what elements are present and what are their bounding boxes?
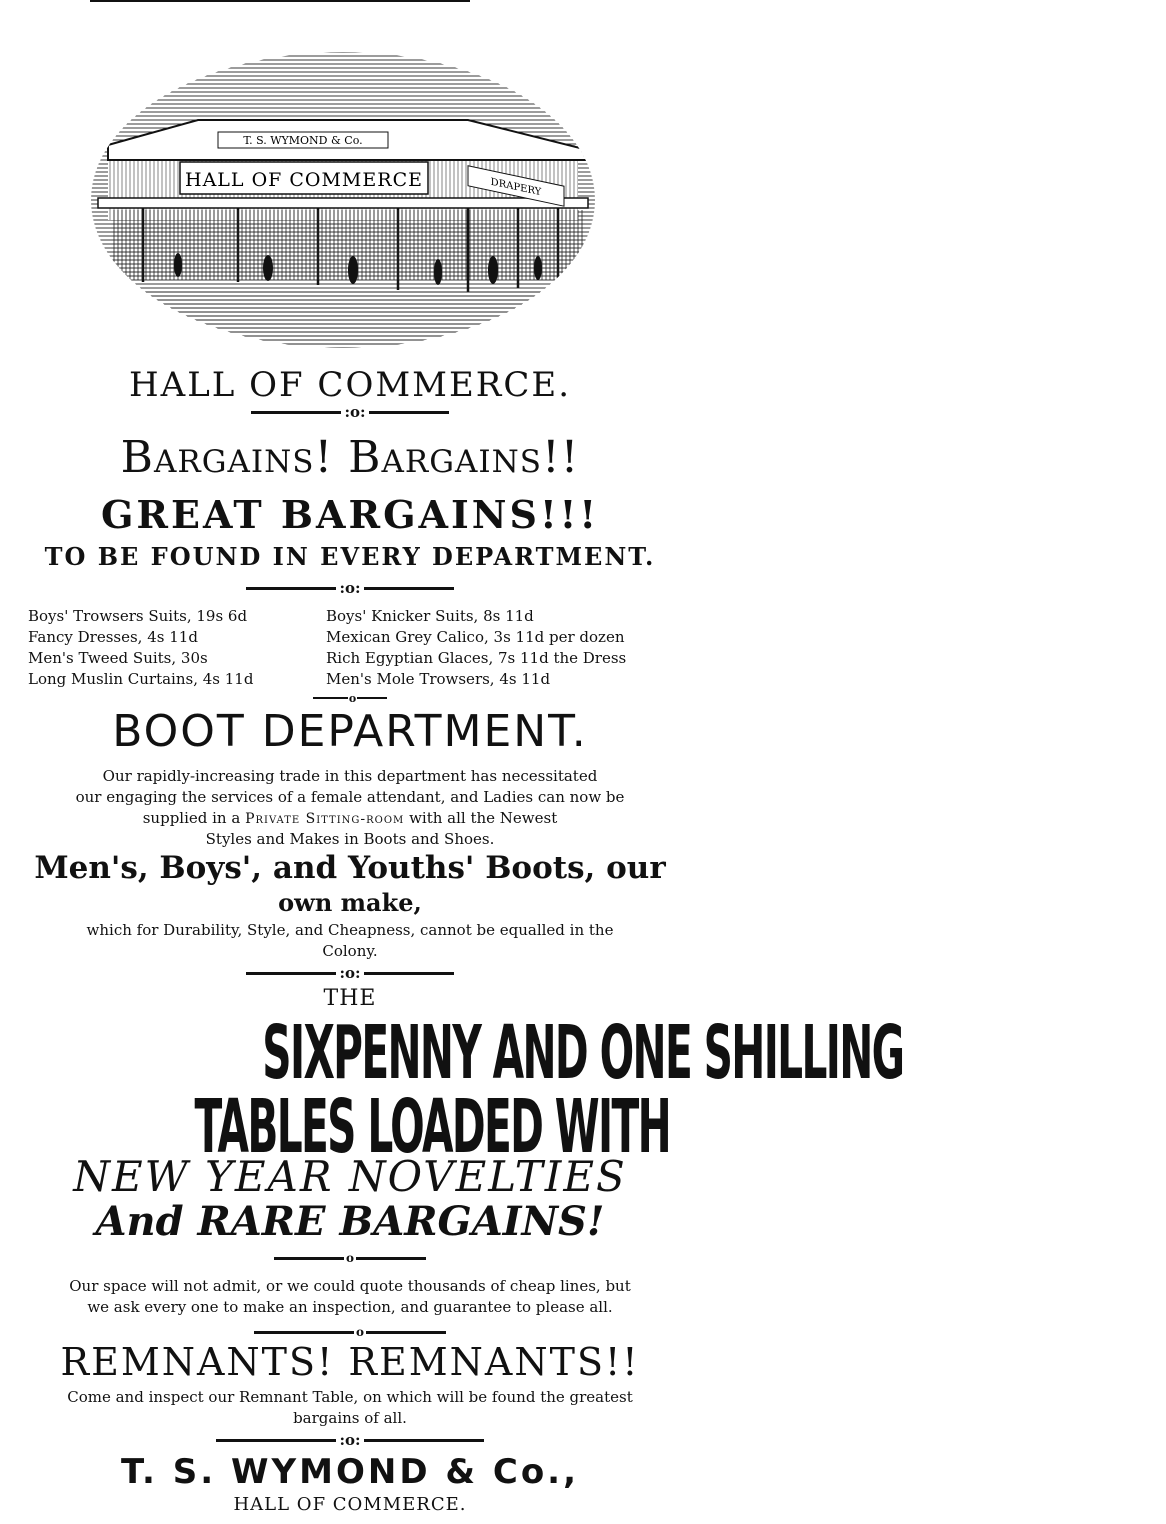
top-rule — [90, 0, 470, 2]
mens-boots-line-2: own make, — [278, 888, 422, 917]
space-line: Our space will not admit, or we could quote thousands of cheap lines, but — [69, 1277, 631, 1295]
firm-name: T. S. WYMOND & Co., — [120, 1452, 580, 1492]
separator-5: o — [0, 1248, 700, 1266]
sign-main-text: HALL OF COMMERCE — [185, 169, 423, 191]
price-item: Boys' Knicker Suits, 8s 11d — [326, 607, 534, 625]
store-engraving — [88, 50, 598, 350]
separator-2: :o: — [0, 578, 700, 597]
separator-6: o — [0, 1322, 700, 1340]
sixpenny-line: SIXPENNY AND ONE SHILLING — [262, 1010, 904, 1096]
price-item: Fancy Dresses, 4s 11d — [28, 628, 198, 646]
separator-1: :o: — [0, 402, 700, 421]
remnants-line: Come and inspect our Remnant Table, on which will be found the greatest — [67, 1388, 633, 1406]
bargains-line-1: Bargains! Bargains!! — [120, 432, 580, 483]
space-line: we ask every one to make an inspection, and guarantee to please all. — [87, 1298, 613, 1316]
footer-hall: HALL OF COMMERCE. — [233, 1494, 467, 1515]
tables-loaded-line: TABLES LOADED WITH — [194, 1084, 671, 1170]
price-item: Men's Mole Trowsers, 4s 11d — [326, 670, 551, 688]
durability-line: which for Durability, Style, and Cheapness, cannot be equalled in the — [86, 921, 614, 939]
boot-paragraph-line: our engaging the services of a female attendant, and Ladies can now be — [75, 788, 625, 806]
remnants-line: bargains of all. — [293, 1409, 407, 1427]
price-item: Boys' Trowsers Suits, 19s 6d — [28, 607, 248, 625]
separator-4: :o: — [0, 963, 700, 982]
the-label: THE — [323, 986, 377, 1011]
boot-department-heading: BOOT DEPARTMENT. — [112, 706, 588, 757]
mens-boots-line-1: Men's, Boys', and Youths' Boots, our — [34, 850, 666, 886]
price-item: Long Muslin Curtains, 4s 11d — [28, 670, 254, 688]
bargains-line-2: GREAT BARGAINS!!! — [100, 492, 600, 537]
durability-line: Colony. — [322, 942, 378, 960]
separator-7: :o: — [0, 1430, 700, 1449]
boot-paragraph-line: Our rapidly-increasing trade in this department has necessitated — [102, 767, 598, 785]
rare-bargains: And RARE BARGAINS! — [95, 1198, 605, 1245]
separator-3: o — [0, 688, 700, 706]
page-title: HALL OF COMMERCE. — [128, 365, 572, 405]
sign-top-text: T. S. WYMOND & Co. — [243, 134, 363, 147]
remnants-heading: REMNANTS! REMNANTS!! — [60, 1340, 640, 1384]
bargains-line-3: TO BE FOUND IN EVERY DEPARTMENT. — [44, 542, 656, 571]
price-item: Rich Egyptian Glaces, 7s 11d the Dress — [326, 649, 627, 667]
new-year-novelties: NEW YEAR NOVELTIES — [73, 1152, 627, 1201]
sign-side-text: DRAPERY — [490, 176, 542, 199]
boot-paragraph-line: supplied in a Private Sitting-room with all the Newest — [142, 809, 558, 827]
price-item: Mexican Grey Calico, 3s 11d per dozen — [326, 628, 625, 646]
boot-paragraph-line: Styles and Makes in Boots and Shoes. — [205, 830, 495, 848]
price-item: Men's Tweed Suits, 30s — [28, 649, 208, 667]
prices-left-column — [28, 606, 253, 690]
prices-right-column — [326, 606, 626, 690]
